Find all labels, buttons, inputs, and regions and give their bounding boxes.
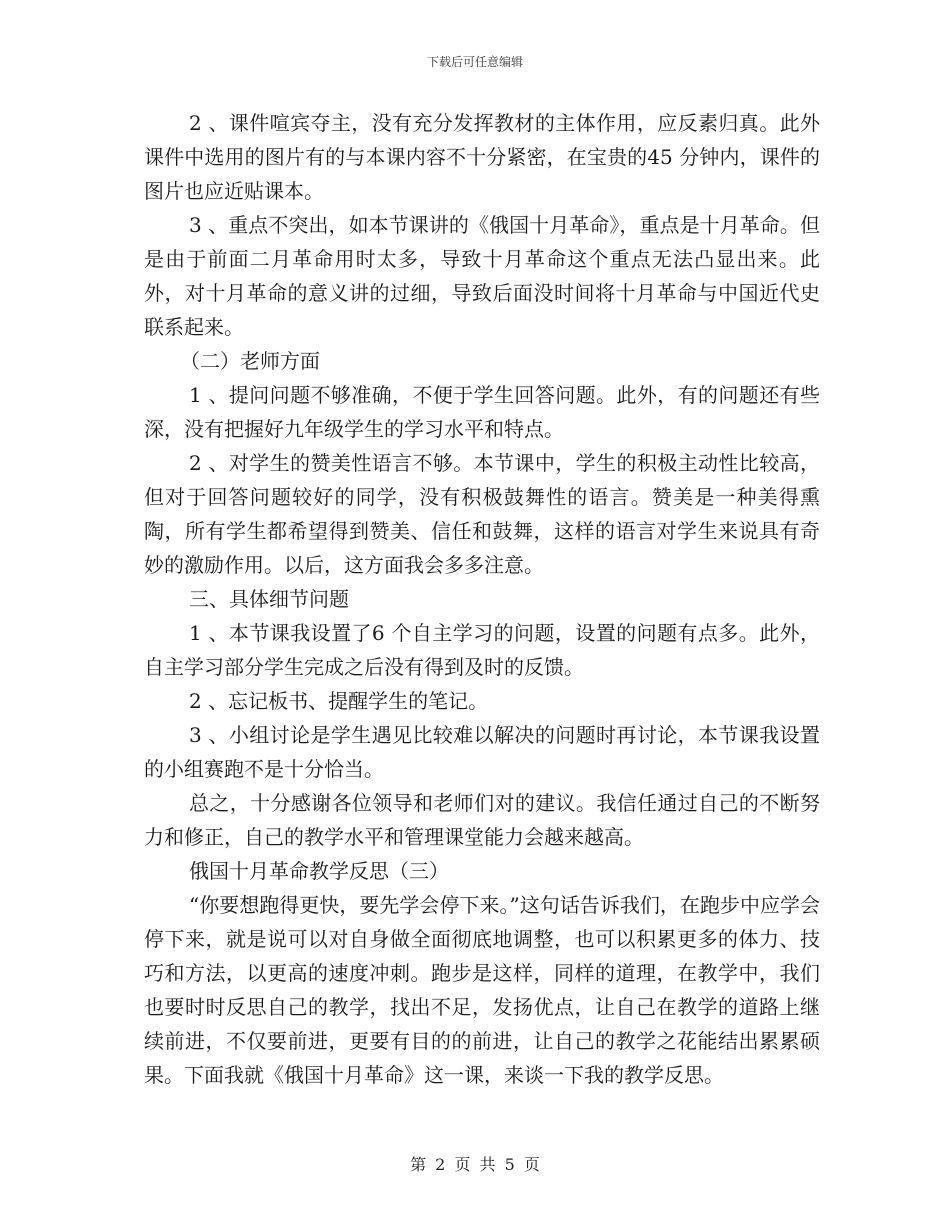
section-heading-teacher: （二）老师方面 xyxy=(180,349,320,373)
paragraph-key-point: 3 、重点不突出，如本节课讲的《俄国十月革命》，重点是十月革命。但是由于前面二月革命用时太多，导致十月革命这个重点无法凸显出来。此外，对十月革命的意义讲的过细，导致后面没时间将十月革命与中国近代史联系起来。 xyxy=(144,213,820,339)
document-body xyxy=(144,106,820,1092)
paragraph-praise: 2 、对学生的赞美性语言不够。本节课中，学生的积极主动性比较高，但对于回答问题较好的同学，没有积极鼓舞性的语言。赞美是一种美得熏陶，所有学生都希望得到赞美、信任和鼓舞，这样的语言对学生来说具有奇妙的激励作用。以后，这方面我会多多注意。 xyxy=(144,451,820,577)
paragraph-self-study: 1 、本节课我设置了6 个自主学习的问题，设置的问题有点多。此外，自主学习部分学生完成之后没有得到及时的反馈。 xyxy=(144,621,820,679)
page-header: 下载后可任意编辑 xyxy=(426,55,523,69)
section-heading-details: 三、具体细节问题 xyxy=(189,587,349,611)
paragraph-questions: 1 、提问问题不够准确，不便于学生回答问题。此外，有的问题还有些深，没有把握好九年级学生的学习水平和特点。 xyxy=(144,383,820,441)
paragraph-group-discussion: 3 、小组讨论是学生遇见比较难以解决的问题时再讨论，本节课我设置的小组赛跑不是十分恰当。 xyxy=(144,723,820,781)
paragraph-blackboard: 2 、忘记板书、提醒学生的笔记。 xyxy=(189,689,489,713)
paragraph-conclusion: 总之，十分感谢各位领导和老师们对的建议。我信任通过自己的不断努力和修正，自己的教学水平和管理课堂能力会越来越高。 xyxy=(144,791,820,849)
page-footer: 第 2 页 共 5 页 xyxy=(410,1155,540,1174)
paragraph-reflection-intro: “你要想跑得更快，要先学会停下来。”这句话告诉我们，在跑步中应学会停下来，就是说可以对自身做全面彻底地调整，也可以积累更多的体力、技巧和方法，以更高的速度冲刺。跑步是这样，同样的道理，在教学中，我们也要时时反思自己的教学，找出不足，发扬优点，让自己在教学的道路上继续前进，不仅要前进，更要有目的的前进，让自己的教学之花能结出累累硕果。下面我就《俄国十月革命》这一课，来谈一下我的教学反思。 xyxy=(144,893,820,1087)
paragraph-courseware: 2 、课件喧宾夺主，没有充分发挥教材的主体作用，应反素归真。此外课件中选用的图片有的与本课内容不十分紧密，在宝贵的45 分钟内，课件的图片也应近贴课本。 xyxy=(144,111,820,203)
section-title-reflection-3: 俄国十月革命教学反思（三） xyxy=(189,859,449,883)
